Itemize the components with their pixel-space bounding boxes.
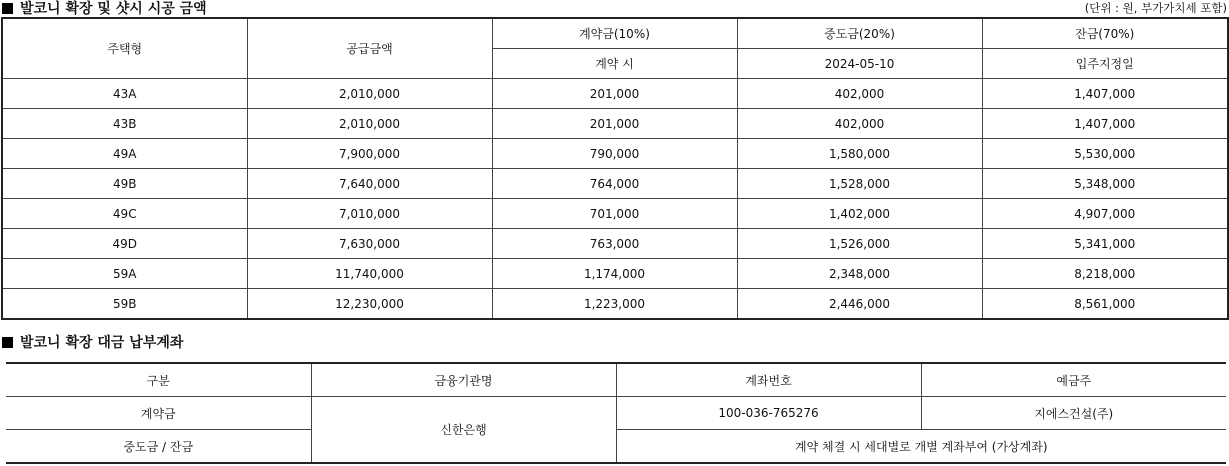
- square-bullet-icon: [2, 3, 13, 14]
- cell-contract: 1,223,000: [492, 289, 737, 320]
- cell-type: 59B: [2, 289, 247, 320]
- cell-holder: 지에스건설(주): [921, 397, 1226, 430]
- header-type: 주택형: [2, 18, 247, 79]
- cell-type: 49D: [2, 229, 247, 259]
- cell-supply: 7,010,000: [247, 199, 492, 229]
- cell-contract: 201,000: [492, 109, 737, 139]
- cell-bank: 신한은행: [311, 397, 616, 464]
- cell-contract: 1,174,000: [492, 259, 737, 289]
- cell-contract: 763,000: [492, 229, 737, 259]
- account-section-title: [2, 334, 183, 352]
- cell-middle: 2,446,000: [737, 289, 982, 320]
- cell-balance: 4,907,000: [982, 199, 1228, 229]
- cell-account-no: 100-036-765276: [616, 397, 921, 430]
- cell-middle: 1,526,000: [737, 229, 982, 259]
- cell-balance: 5,348,000: [982, 169, 1228, 199]
- price-section-title-text: 발코니 확장 및 샷시 시공 금액: [20, 1, 207, 17]
- table-row: [2, 289, 1228, 320]
- cell-middle: 2,348,000: [737, 259, 982, 289]
- cell-type: 49B: [2, 169, 247, 199]
- header-account-no: 계좌번호: [616, 363, 921, 397]
- cell-middle: 402,000: [737, 109, 982, 139]
- cell-middle: 1,402,000: [737, 199, 982, 229]
- cell-balance: 1,407,000: [982, 109, 1228, 139]
- header-balance: 잔금(70%): [982, 18, 1228, 49]
- cell-contract: 201,000: [492, 79, 737, 109]
- cell-contract: 790,000: [492, 139, 737, 169]
- table-row: [2, 199, 1228, 229]
- cell-balance: 8,218,000: [982, 259, 1228, 289]
- account-table: [6, 362, 1226, 464]
- table-row: [2, 169, 1228, 199]
- header-contract: 계약금(10%): [492, 18, 737, 49]
- cell-category: 계약금: [6, 397, 311, 430]
- table-row: [2, 229, 1228, 259]
- cell-supply: 7,900,000: [247, 139, 492, 169]
- price-section-title: [2, 0, 207, 18]
- header-middle: 중도금(20%): [737, 18, 982, 49]
- cell-middle: 1,580,000: [737, 139, 982, 169]
- cell-balance: 1,407,000: [982, 79, 1228, 109]
- header-contract-when: 계약 시: [492, 49, 737, 79]
- cell-balance: 5,530,000: [982, 139, 1228, 169]
- cell-contract: 701,000: [492, 199, 737, 229]
- cell-supply: 11,740,000: [247, 259, 492, 289]
- cell-type: 59A: [2, 259, 247, 289]
- header-holder: 예금주: [921, 363, 1226, 397]
- cell-balance: 5,341,000: [982, 229, 1228, 259]
- header-category: 구분: [6, 363, 311, 397]
- cell-virtual-account-note: 계약 체결 시 세대별로 개별 계좌부여 (가상계좌): [616, 430, 1226, 464]
- cell-category: 중도금 / 잔금: [6, 430, 311, 464]
- account-section-title-text: 발코니 확장 대금 납부계좌: [20, 335, 184, 351]
- cell-supply: 2,010,000: [247, 79, 492, 109]
- unit-note: (단위 : 원, 부가가치세 포함): [1084, 1, 1227, 15]
- cell-supply: 7,630,000: [247, 229, 492, 259]
- square-bullet-icon: [2, 337, 13, 348]
- cell-type: 43A: [2, 79, 247, 109]
- table-row: [6, 397, 1226, 430]
- cell-type: 49A: [2, 139, 247, 169]
- header-supply: 공급금액: [247, 18, 492, 79]
- table-row: [2, 259, 1228, 289]
- header-balance-when: 입주지정일: [982, 49, 1228, 79]
- header-bank: 금융기관명: [311, 363, 616, 397]
- cell-supply: 2,010,000: [247, 109, 492, 139]
- table-row: [2, 139, 1228, 169]
- cell-contract: 764,000: [492, 169, 737, 199]
- cell-middle: 402,000: [737, 79, 982, 109]
- cell-balance: 8,561,000: [982, 289, 1228, 320]
- cell-type: 43B: [2, 109, 247, 139]
- header-middle-when: 2024-05-10: [737, 49, 982, 79]
- cell-type: 49C: [2, 199, 247, 229]
- cell-supply: 7,640,000: [247, 169, 492, 199]
- table-row: [6, 430, 1226, 464]
- cell-middle: 1,528,000: [737, 169, 982, 199]
- table-row: [2, 79, 1228, 109]
- table-row: [2, 109, 1228, 139]
- cell-supply: 12,230,000: [247, 289, 492, 320]
- price-table: [1, 17, 1229, 320]
